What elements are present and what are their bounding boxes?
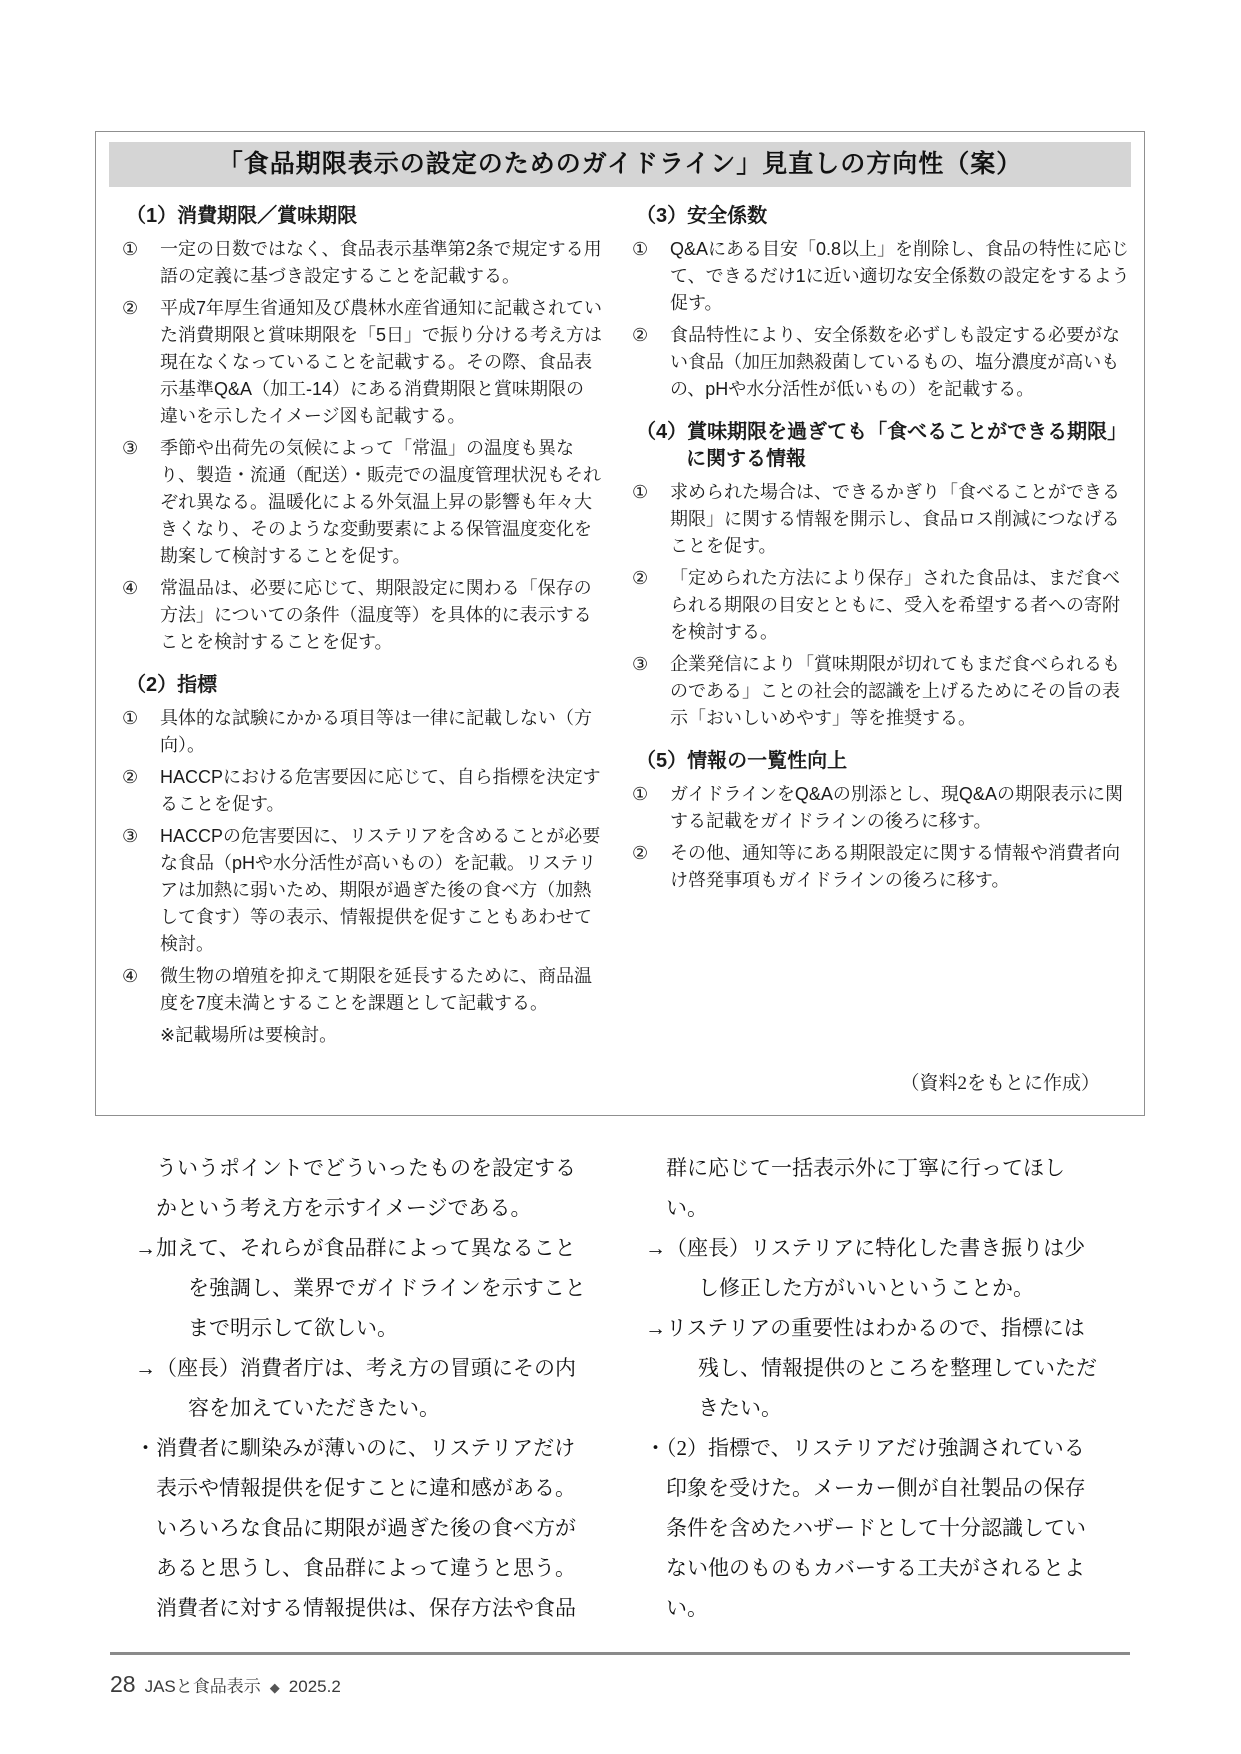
minutes-paragraph: →加えて、それらが食品群によって異なることを強調し、業界でガイドラインを示すことまで明示して欲しい。 — [135, 1236, 586, 1340]
item-text: 求められた場合は、できるかぎり「食べることができる期限」に関する情報を開示し、食品ロス削減につなげることを促す。 — [670, 482, 1120, 556]
item-marker: ③ — [632, 654, 649, 674]
item-marker: ① — [122, 239, 139, 259]
minutes-text — [0, 1148, 1241, 1628]
list-item — [122, 764, 602, 818]
list-item — [122, 236, 602, 290]
issue-number: 2025.2 — [288, 1677, 341, 1696]
item-marker: ② — [632, 568, 649, 588]
box-right-column — [632, 203, 1132, 1054]
item-marker: ④ — [122, 578, 139, 598]
section-heading: （5）情報の一覧性向上 — [636, 750, 848, 772]
section-heading: （1）消費期限／賞味期限 — [126, 205, 358, 227]
item-marker: ④ — [122, 966, 139, 986]
diamond-icon: ◆ — [269, 1680, 280, 1695]
box-columns — [96, 187, 1144, 1054]
item-text: ガイドラインをQ&Aの別添とし、現Q&Aの期限表示に関する記載をガイドラインの後ろに移す。 — [670, 784, 1123, 831]
minutes-paragraph: →（座長）消費者庁は、考え方の冒頭にその内容を加えていただきたい。 — [135, 1356, 576, 1420]
item-text: その他、通知等にある期限設定に関する情報や消費者向け啓発事項もガイドラインの後ろに移す。 — [670, 843, 1120, 890]
list-item — [122, 295, 602, 430]
item-text: ※記載場所は要検討。 — [160, 1025, 338, 1045]
list-item — [122, 705, 602, 759]
item-marker: ① — [632, 482, 649, 502]
list-item — [122, 575, 602, 656]
item-marker: ② — [122, 298, 139, 318]
box-left-column — [122, 203, 602, 1054]
section-heading: （2）指標 — [126, 674, 218, 696]
list-item — [632, 840, 1132, 894]
item-text: 「定められた方法により保存」された食品は、まだ食べられる期限の目安とともに、受入を希望する者への寄附を検討する。 — [670, 568, 1120, 642]
item-marker: ② — [632, 325, 649, 345]
minutes-paragraph: ・（2）指標で、リステリアだけ強調されている印象を受けた。メーカー側が自社製品の保存条件を含めたハザードとして十分認識していない他のものもカバーする工夫がされるとよい。 — [645, 1436, 1086, 1620]
section-4 — [632, 419, 1132, 732]
item-text: HACCPにおける危害要因に応じて、自ら指標を決定することを促す。 — [160, 767, 601, 814]
journal-title: JASと食品表示 — [144, 1677, 261, 1696]
list-item — [632, 651, 1132, 732]
item-text: Q&Aにある目安「0.8以上」を削除し、食品の特性に応じて、できるだけ1に近い適切な安全係数の設定をするよう促す。 — [670, 239, 1130, 313]
guideline-box — [95, 131, 1145, 1116]
item-marker: ① — [632, 784, 649, 804]
item-marker: ① — [122, 708, 139, 728]
item-text: 平成7年厚生省通知及び農林水産省通知に記載されていた消費期限と賞味期限を「5日」で振り分ける考え方は現在なくなっていることを記載する。その際、食品表示基準Q&A（加工-14）にある消費期限と賞味期限の違いを示したイメージ図も記載する。 — [160, 298, 603, 426]
item-text: 微生物の増殖を抑えて期限を延長するために、商品温度を7度未満とすることを課題として記載する。 — [160, 966, 592, 1013]
page-number: 28 — [110, 1671, 136, 1697]
item-marker — [122, 1022, 160, 1049]
section-3 — [632, 203, 1132, 403]
footer — [110, 1671, 341, 1698]
list-item — [632, 322, 1132, 403]
item-text: HACCPの危害要因に、リステリアを含めることが必要な食品（pHや水分活性が高いもの）を記載。リステリアは加熱に弱いため、期限が過ぎた後の食べ方（加熱して食す）等の表示、情報提供を促すこともあわせて検討。 — [160, 826, 601, 954]
list-item — [632, 781, 1132, 835]
item-text: 具体的な試験にかかる項目等は一律に記載しない（方向）。 — [160, 708, 592, 755]
item-marker: ② — [632, 843, 649, 863]
box-title: 「食品期限表示の設定のためのガイドライン」見直しの方向性（案） — [109, 142, 1131, 187]
source-note: （資料2をもとに作成） — [900, 1073, 1100, 1094]
section-heading: （3）安全係数 — [636, 205, 768, 227]
item-text: 一定の日数ではなく、食品表示基準第2条で規定する用語の定義に基づき設定することを記載する。 — [160, 239, 602, 286]
item-marker: ③ — [122, 826, 139, 846]
list-item — [632, 236, 1132, 317]
item-text: 企業発信により「賞味期限が切れてもまだ食べられるものである」ことの社会的認識を上げるためにその旨の表示「おいしいめやす」等を推奨する。 — [670, 654, 1120, 728]
list-item — [122, 823, 602, 958]
item-text: 常温品は、必要に応じて、期限設定に関わる「保存の方法」についての条件（温度等）を具体的に表示することを検討することを促す。 — [160, 578, 592, 652]
item-text: 食品特性により、安全係数を必ずしも設定する必要がない食品（加圧加熱殺菌しているもの、塩分濃度が高いもの、pHや水分活性が低いもの）を記載する。 — [670, 325, 1120, 399]
minutes-right-column — [645, 1148, 1097, 1628]
item-text: 季節や出荷先の気候によって「常温」の温度も異なり、製造・流通（配送）・販売での温度管理状況もそれぞれ異なる。温暖化による外気温上昇の影響も年々大きくなり、そのような変動要素による保管温度変化を勘案して検討することを促す。 — [160, 438, 601, 566]
minutes-paragraph: ういうポイントでどういったものを設定するかという考え方を示すイメージである。 — [156, 1156, 576, 1220]
section-1 — [122, 203, 602, 656]
minutes-paragraph: →（座長）リステリアに特化した書き振りは少し修正した方がいいということか。 — [645, 1236, 1086, 1300]
list-item — [122, 963, 602, 1017]
item-marker: ③ — [122, 438, 139, 458]
item-marker: ① — [632, 239, 649, 259]
section-5 — [632, 748, 1132, 894]
list-item-note — [122, 1022, 602, 1049]
footer-rule — [110, 1652, 1130, 1655]
minutes-paragraph: 群に応じて一括表示外に丁寧に行ってほしい。 — [666, 1156, 1065, 1220]
minutes-left-column — [135, 1148, 587, 1628]
minutes-paragraph: →リステリアの重要性はわかるので、指標には残し、情報提供のところを整理していただきたい。 — [645, 1316, 1097, 1420]
list-item — [122, 435, 602, 570]
section-heading: （4）賞味期限を過ぎても「食べることができる期限」に関する情報 — [636, 421, 1128, 470]
list-item — [632, 565, 1132, 646]
item-marker: ② — [122, 767, 139, 787]
list-item — [632, 479, 1132, 560]
section-2 — [122, 672, 602, 1049]
minutes-paragraph: ・消費者に馴染みが薄いのに、リステリアだけ表示や情報提供を促すことに違和感がある。いろいろな食品に期限が過ぎた後の食べ方があると思うし、食品群によって違うと思う。消費者に対する情報提供は、保存方法や食品 — [135, 1436, 576, 1620]
